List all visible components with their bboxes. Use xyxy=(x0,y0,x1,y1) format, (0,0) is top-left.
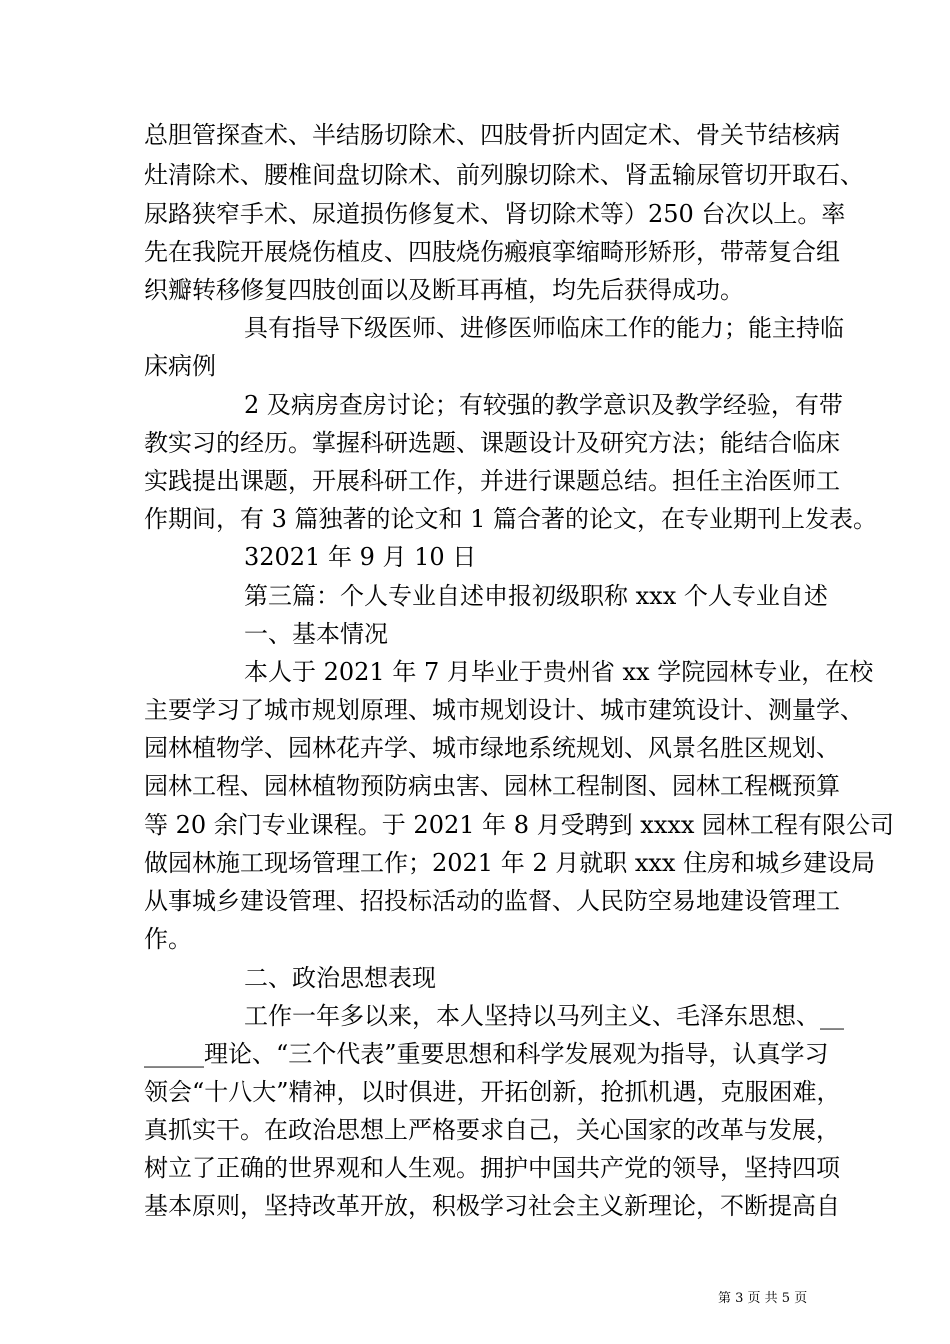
text-line: 园林工程、园林植物预防病虫害、园林工程制图、园林工程概预算 xyxy=(144,772,840,800)
text-line: _____理论、“三个代表”重要思想和科学发展观为指导，认真学习 xyxy=(144,1040,829,1068)
text-line: 教实习的经历。掌握科研选题、课题设计及研究方法；能结合临床 xyxy=(144,429,840,457)
text-line: 作。 xyxy=(144,925,192,953)
text-line: 园林植物学、园林花卉学、城市绿地系统规划、风景名胜区规划、 xyxy=(144,734,840,762)
section-title: 第三篇：个人专业自述申报初级职称 xxx 个人专业自述 xyxy=(244,582,828,610)
section-heading: 一、基本情况 xyxy=(244,620,388,648)
text-line: 真抓实干。在政治思想上严格要求自己，关心国家的改革与发展， xyxy=(144,1116,840,1144)
text-line: 灶清除术、腰椎间盘切除术、前列腺切除术、肾盂输尿管切开取石、 xyxy=(144,161,864,189)
text-line: 具有指导下级医师、进修医师临床工作的能力；能主持临 xyxy=(244,314,844,342)
text-line: 基本原则，坚持改革开放，积极学习社会主义新理论，不断提高自 xyxy=(144,1192,840,1220)
text-line: 从事城乡建设管理、招投标活动的监督、人民防空易地建设管理工 xyxy=(144,887,840,915)
text-line: 总胆管探查术、半结肠切除术、四肢骨折内固定术、骨关节结核病 xyxy=(144,121,840,149)
text-line: 织瓣转移修复四肢创面以及断耳再植，均先后获得成功。 xyxy=(144,276,744,304)
text-line: 树立了正确的世界观和人生观。拥护中国共产党的领导，坚持四项 xyxy=(144,1154,840,1182)
text-line: 作期间，有 3 篇独著的论文和 1 篇合著的论文，在专业期刊上发表。 xyxy=(144,505,878,533)
text-line: 等 20 余门专业课程。于 2021 年 8 月受聘到 xxxx 园林工程有限公司 xyxy=(144,811,895,839)
text-line: 做园林施工现场管理工作；2021 年 2 月就职 xxx 住房和城乡建设局 xyxy=(144,849,876,877)
section-heading: 二、政治思想表现 xyxy=(244,964,436,992)
date-line: 32021 年 9 月 10 日 xyxy=(244,543,477,571)
text-line: 床病例 xyxy=(144,352,216,380)
text-line: 主要学习了城市规划原理、城市规划设计、城市建筑设计、测量学、 xyxy=(144,696,864,724)
text-line: 尿路狭窄手术、尿道损伤修复术、肾切除术等）250 台次以上。率 xyxy=(144,200,846,228)
text-line: 领会“十八大”精神，以时俱进，开拓创新，抢抓机遇，克服困难， xyxy=(144,1078,841,1106)
text-line: 工作一年多以来，本人坚持以马列主义、毛泽东思想、__ xyxy=(244,1002,844,1030)
text-line: 实践提出课题，开展科研工作，并进行课题总结。担任主治医师工 xyxy=(144,467,840,495)
text-line: 2 及病房查房讨论；有较强的教学意识及教学经验，有带 xyxy=(244,391,843,419)
page-number: 第 3 页 共 5 页 xyxy=(718,1291,808,1306)
text-line: 先在我院开展烧伤植皮、四肢烧伤瘢痕挛缩畸形矫形，带蒂复合组 xyxy=(144,238,840,266)
text-line: 本人于 2021 年 7 月毕业于贵州省 xx 学院园林专业，在校 xyxy=(244,658,874,686)
